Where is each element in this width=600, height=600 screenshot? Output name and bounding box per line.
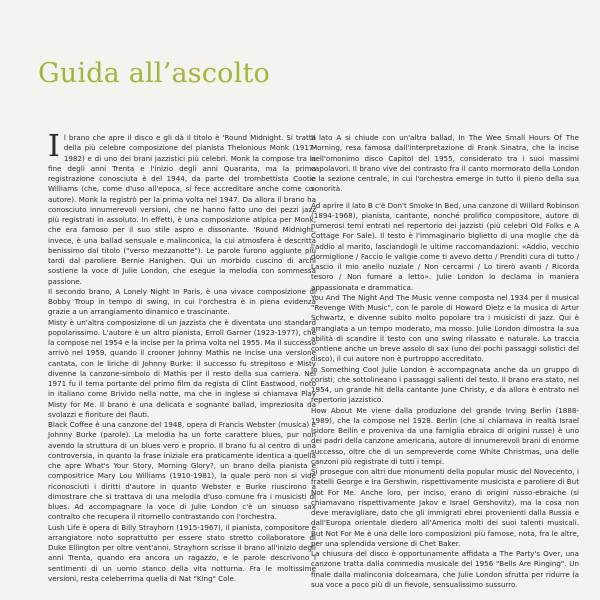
paragraph-wee-small-hours: Il lato A si chiude con un'altra ballad, In The Wee Small Hours Of The Morning, resa famosa dall'interpretazione di Frank Sinatra, che la incise nell'omonimo disco Capitol del 1955, considerato tra i suoi massimi capolavori. Il brano vive del contrasto fra il canto mormorato della London e la sezione centrale, in cui l'orchestra emerge in tutto il pieno della sua sonorità.	[311, 133, 579, 194]
left-column	[48, 129, 316, 584]
paragraph-misty: Misty è un'altra composizione di un jazzista che è diventata uno standard popolarissimo. L'autore è un altro pianista, Erroll Garner (1923-1977), che la compose nel 1954 e la incise per la prima volta nel 1955. Ma il successo arrivò nel 1959, quando il crooner Johnny Mathis ne incise una versione cantata, con le liriche di Johnny Burke: il successo fu strepitoso e Misty divenne la canzone-simbolo di Mathis per il resto della sua carriera. Nel 1971 fu il tema portante del primo film da regista di Clint Eastwood, noto in italiano come Brivido nella notte, ma che in inglese si chiamava Play Misty for Me. Il brano è una delicata e sognante ballad, impreziosita da svolazzi e fioriture dei flauti.	[48, 317, 316, 419]
paragraph-night-music: You And The Night And The Music venne composta nel 1934 per il musical "Revenge With Music", con le parole di Howard Dietz e la musica di Artur Schwartz, e divenne subito molto popolare tra i musicisti di jazz. Qui è arrangiata a un tempo moderato, ma mosso. Julie London dimostra la sua abilità di scandire il testo con uno swing rilassato e naturale. La traccia contiene anche un breve assolo di sax (uno dei pochi passaggi solistici del disco), il cui autore non è purtroppo accreditato.	[311, 292, 579, 364]
paragraph-but-not-for-me: Si prosegue con altri due monumenti della popular music del Novecento, i fratelli George e Ira Gershwin, rispettivamente musicista e paroliere di But Not For Me. Anche loro, per inciso, erano di origini russo-ebraiche (si chiamavano rispettivamente Jakov e Israel Gershovitz), ma la cosa non deve meravigliare, dato che gli immigrati ebrei provenienti dalla Russia e dall'Europa orientale diedero all'America molti dei suoi talenti musicali. But Not For Me è una delle loro composizioni più famose, nota, fra le altre, per una splendida versione di Chet Baker.	[311, 467, 579, 548]
paragraph-something-cool: In Something Cool Julie London è accompagnata anche da un gruppo di coristi, che sottolineano i passaggi salienti del testo. Il brano era stato, nel 1954, un grande hit della cantante June Christy, e da allora è entrato nel repertorio jazzistico.	[311, 364, 579, 405]
paragraph-black-coffee: Black Coffee è una canzone del 1948, opera di Francis Webster (musica) e Johnny Burke (parole). La melodia ha un forte carattere blues, pur non avendo la struttura di un blues vero e proprio. Il brano fu al centro di una controversia, in quanto la frase iniziale era praticamente identica a quella che apre What's Your Story, Morning Glory?, un brano della pianista e compositrice Mary Lou Williams (1910-1981), la quale però non si vide riconosciuti i diritti d'autore in quanto Webster e Burke riuscirono a dimostrare che si trattava di una melodia d'uso comune fra i musicisti di blues. Ad accompagnare la voce di Julie London c'è un sinuoso sax contralto che recupera il ritornello contrastando con l'orchestra.	[48, 420, 316, 522]
paragraph-round-midnight: Il brano che apre il disco e gli dà il titolo è 'Round Midnight. Si tratta della più celebre composizione del pianista Thelonious Monk (1917-1982) e di uno dei brani jazzistici più celebri. Monk la compose tra la fine degli anni Trenta e l'inizio degli anni Quaranta, ma la prima registrazione conosciuta è del 1944, da parte del trombettista Cootie Williams (che, come d'uso all'epoca, si fece accreditare anche come co-autore). Monk la registrò per la prima volta nel 1947. Da allora il brano ha conosciuto innumerevoli versioni, che ne hanno fatto uno dei pezzi jazz più registrati in assoluto. In effetti, è una composizione atipica per Monk, che era famoso per il suo stile aspro e dissonante. 'Round Midnight, invece, è una ballad sensuale e malinconica, la cui atmosfera è descritta benissimo dal titolo ("verso mezzanotte"). Le parole furono aggiunte più tardi dal paroliere Bernie Hanighen. Qui un morbido cuscino di archi sostiene la voce di Julie London, che esegue la melodia con sommessa passione.	[48, 129, 316, 286]
paragraph-partys-over: La chiusura del disco è opportunamente affidata a The Party's Over, una canzone tratta dalla commedia musicale del 1956 "Bells Are Ringing". Un finale dalla malinconia dolceamara, che Julie London sfrutta per ridurre la sua voce a poco più di un fievole, sensualissimo sussurro.	[311, 549, 579, 589]
drop-cap: I	[48, 129, 60, 164]
paragraph-how-about-me: How About Me viene dalla produzione del grande Irving Berlin (1888-1989), che la compose nel 1928. Berlin (che si chiamava in realtà Israel Isidore Beilin e proveniva da una famiglia ebraica di origini russe) è uno dei padri della canzone americana, autore di innumerevoli brani di enorme successo, oltre che di un sempreverde come White Christmas, una delle canzoni più registrate di tutti i tempi.	[311, 405, 579, 466]
right-column	[311, 133, 579, 590]
paragraph-lush-life: Lush Life è opera di Billy Strayhorn (1915-1967), il pianista, compositore e arrangiatore noto soprattutto per essere stato stretto collaboratore di Duke Ellington per oltre vent'anni. Strayhorn scrisse il brano all'inizio degli anni Trenta, quando era ancora un ragazzo, e le parole descrivono i sentimenti di un uomo stanco della vita notturna. Fra le moltissime versioni, resta celeberrima quella di Nat "King" Cole.	[48, 522, 316, 583]
page-title: Guida all’ascolto	[38, 58, 270, 89]
paragraph-dont-smoke: Ad aprire il lato B c'è Don't Smoke In Bed, una canzone di Willard Robinson (1894-1968), pianista, cantante, nonché prolifico compositore, autore di numerosi temi entrati nel repertorio dei jazzisti (più celebri Old Folks e A Cottage For Sale). Il testo è l'immaginario biglietto di una moglie che dà l'addio al marito, lasciandogli le ultime raccomandazioni: «Addio, vecchio dormiglione / Faccio le valigie come ti avevo detto / Prenditi cura di tutto / Lascio il mio anello nuziale / Non cercarmi / Lo tirerò avanti / Ricorda tesoro / Non fumare a letto». Julie London lo declama in maniera appassionata e drammatica.	[311, 200, 579, 292]
paragraph-lonely-night: Il secondo brano, A Lonely Night In Paris, è una vivace composizione di Bobby Troup in tempo di swing, in cui l'orchestra è in piena evidenza grazie a un arrangiamento dinamico e trascinante.	[48, 286, 316, 317]
